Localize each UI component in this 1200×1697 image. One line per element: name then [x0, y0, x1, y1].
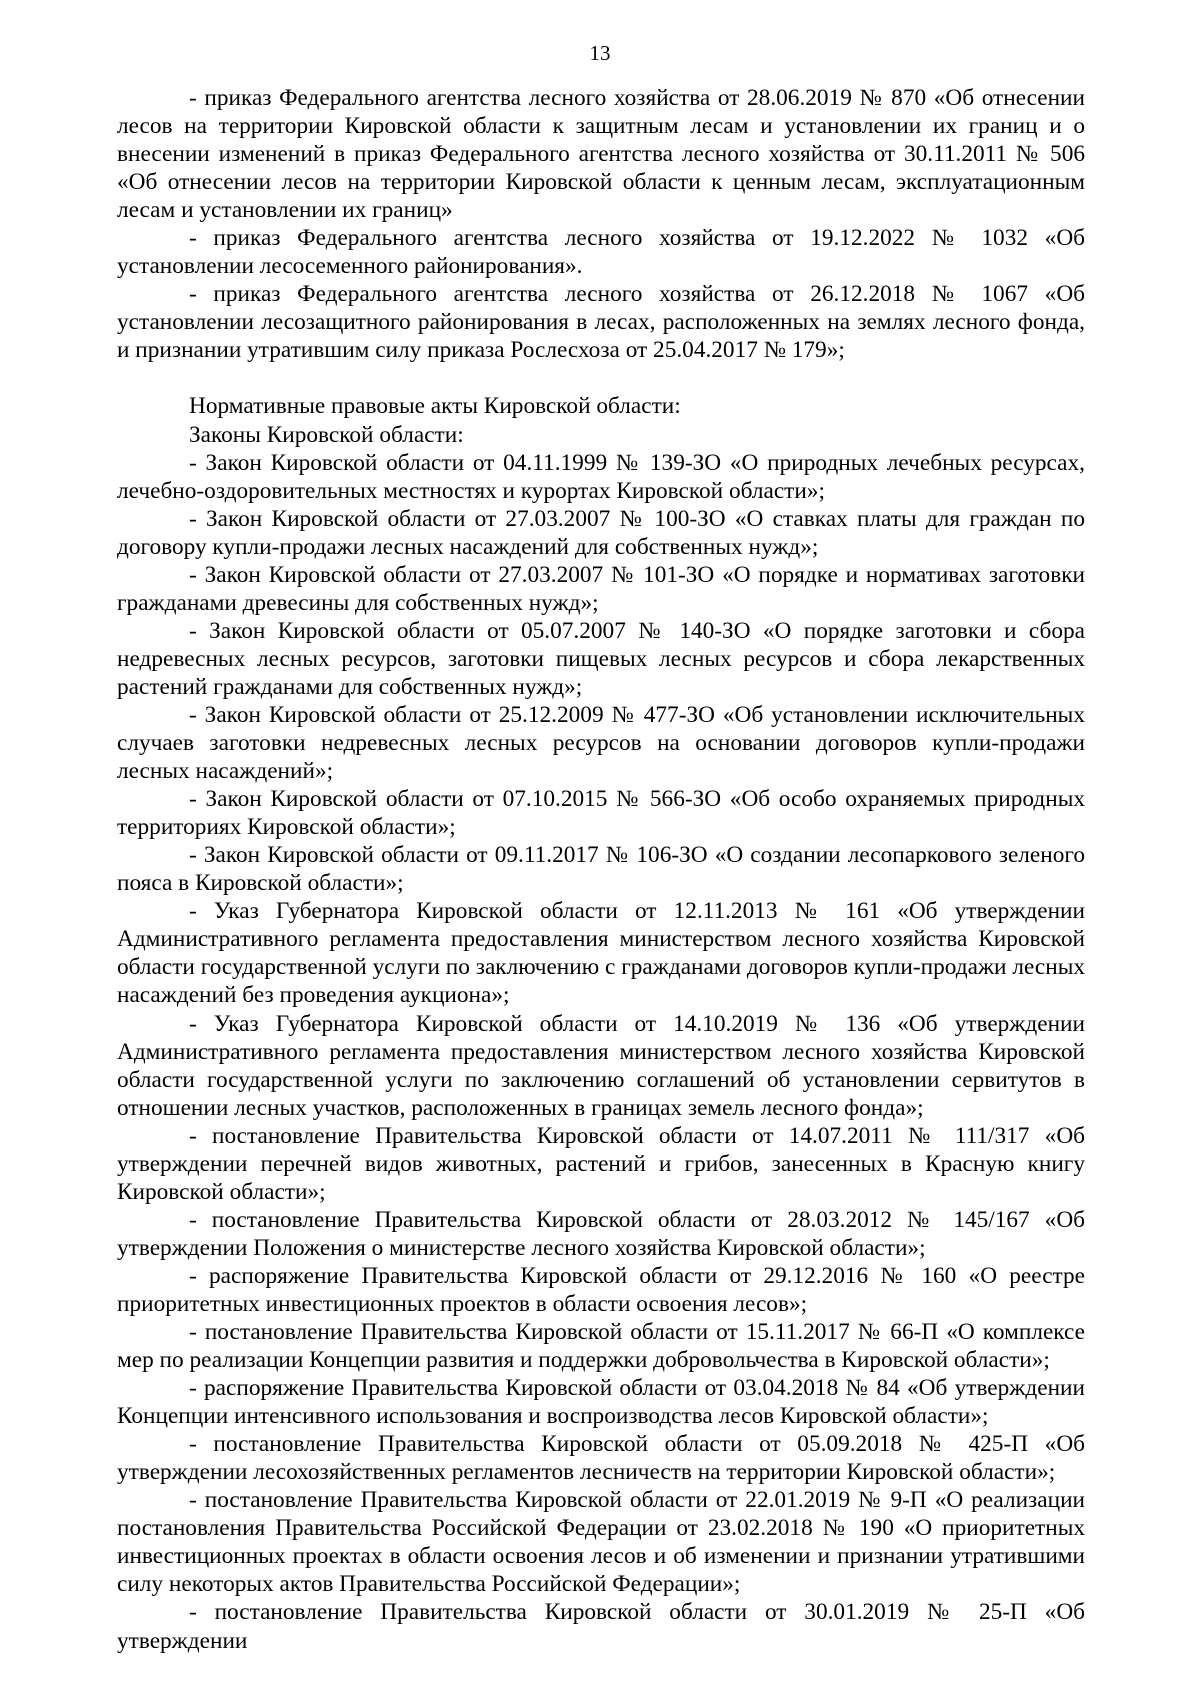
- paragraph-resolution-9p: - постановление Правительства Кировской области от 22.01.2019 № 9-П «О реализации постановления Правительства Российской Федерации от 23.02.2018 № 190 «О приоритетных инвестиционных проектах в области освоения лесов и об изменении и признании утратившими силу некоторых актов Правительства Российской Федерации»;: [117, 1487, 1085, 1598]
- paragraph-law-139: - Закон Кировской области от 04.11.1999 № 139-ЗО «О природных лечебных ресурсах, лечебно-оздоровительных местностях и курортах Кировской области»;: [117, 449, 1085, 504]
- paragraph-order-160: - распоряжение Правительства Кировской области от 29.12.2016 № 160 «О реестре приоритетных инвестиционных проектов в области освоения лесов»;: [117, 1262, 1085, 1317]
- paragraph-law-477: - Закон Кировской области от 25.12.2009 № 477-ЗО «Об установлении исключительных случаев заготовки недревесных лесных ресурсов на основании договоров купли-продажи лесных насаждений»;: [117, 701, 1085, 785]
- document-body: [117, 84, 1085, 1655]
- paragraph-decree-136: - Указ Губернатора Кировской области от 14.10.2019 № 136 «Об утверждении Административного регламента предоставления министерством лесного хозяйства Кировской области государственной услуги по заключению соглашений об установлении сервитутов в отношении лесных участков, расположенных в границах земель лесного фонда»;: [117, 1010, 1085, 1121]
- paragraph-resolution-111-317: - постановление Правительства Кировской области от 14.07.2011 № 111/317 «Об утверждении перечней видов животных, растений и грибов, занесенных в Красную книгу Кировской области»;: [117, 1122, 1085, 1205]
- paragraph-order-84: - распоряжение Правительства Кировской области от 03.04.2018 № 84 «Об утверждении Концепции интенсивного использования и воспроизводства лесов Кировской области»;: [117, 1375, 1085, 1430]
- paragraph-spacer: [117, 364, 1085, 392]
- section-heading-regional-acts: Нормативные правовые акты Кировской области:: [189, 393, 681, 420]
- paragraph-law-140: - Закон Кировской области от 05.07.2007 № 140-ЗО «О порядке заготовки и сбора недревесных лесных ресурсов, заготовки пищевых лесных ресурсов и сбора лекарственных растений гражданами для собственных нужд»;: [117, 617, 1085, 700]
- page-number: 13: [589, 41, 611, 65]
- paragraph-law-101: - Закон Кировской области от 27.03.2007 № 101-ЗО «О порядке и нормативах заготовки гражданами древесины для собственных нужд»;: [117, 561, 1085, 616]
- subsection-heading-laws: Законы Кировской области:: [189, 421, 464, 448]
- paragraph-order-1032: - приказ Федерального агентства лесного хозяйства от 19.12.2022 № 1032 «Об установлении лесосеменного районирования».: [117, 225, 1085, 280]
- paragraph-law-106: - Закон Кировской области от 09.11.2017 № 106-ЗО «О создании лесопаркового зеленого пояса в Кировской области»;: [117, 842, 1085, 897]
- paragraph-resolution-425p: - постановление Правительства Кировской области от 05.09.2018 № 425-П «Об утверждении лесохозяйственных регламентов лесничеств на территории Кировской области»;: [117, 1431, 1085, 1486]
- paragraph-law-100: - Закон Кировской области от 27.03.2007 № 100-ЗО «О ставках платы для граждан по договору купли-продажи лесных насаждений для собственных нужд»;: [117, 505, 1085, 560]
- paragraph-order-870: - приказ Федерального агентства лесного хозяйства от 28.06.2019 № 870 «Об отнесении лесов на территории Кировской области к защитным лесам и установлении их границ и о внесении изменений в приказ Федерального агентства лесного хозяйства от 30.11.2011 № 506 «Об отнесении лесов на территории Кировской области к ценным лесам, эксплуатационным лесам и установлении их границ»: [117, 85, 1085, 224]
- paragraph-law-566: - Закон Кировской области от 07.10.2015 № 566-ЗО «Об особо охраняемых природных территориях Кировской области»;: [117, 786, 1085, 841]
- paragraph-resolution-145-167: - постановление Правительства Кировской области от 28.03.2012 № 145/167 «Об утверждении Положения о министерстве лесного хозяйства Кировской области»;: [117, 1206, 1085, 1261]
- paragraph-decree-161: - Указ Губернатора Кировской области от 12.11.2013 № 161 «Об утверждении Административного регламента предоставления министерством лесного хозяйства Кировской области государственной услуги по заключению с гражданами договоров купли-продажи лесных насаждений без проведения аукциона»;: [117, 898, 1085, 1009]
- paragraph-resolution-25p: - постановление Правительства Кировской области от 30.01.2019 № 25-П «Об утверждении: [117, 1599, 1085, 1654]
- paragraph-resolution-66p: - постановление Правительства Кировской области от 15.11.2017 № 66-П «О комплексе мер по реализации Концепции развития и поддержки добровольчества в Кировской области»;: [117, 1319, 1085, 1374]
- paragraph-order-1067: - приказ Федерального агентства лесного хозяйства от 26.12.2018 № 1067 «Об установлении лесозащитного районирования в лесах, расположенных на землях лесного фонда, и признании утратившим силу приказа Рослесхоза от 25.04.2017 № 179»;: [117, 281, 1085, 364]
